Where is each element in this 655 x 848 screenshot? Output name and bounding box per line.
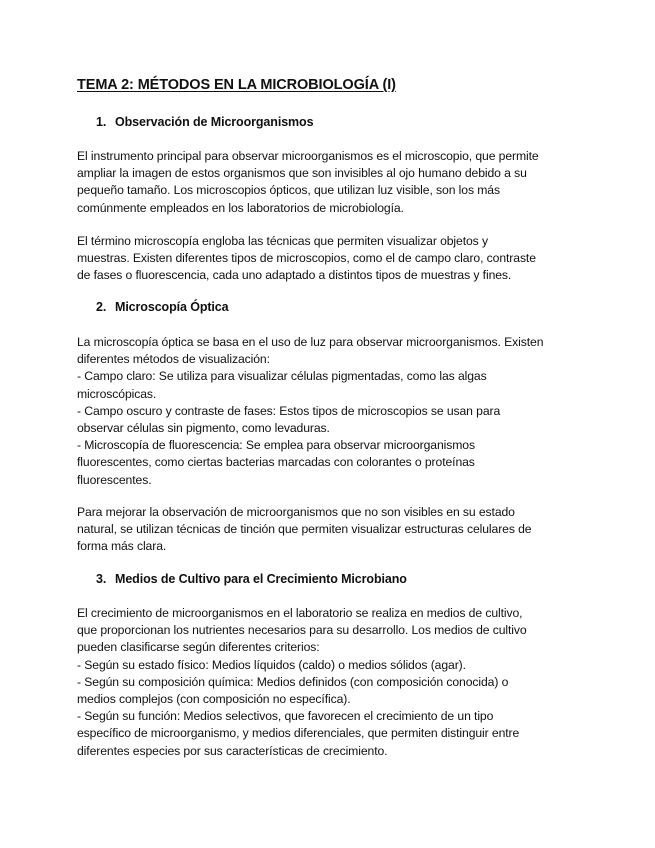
- text-line: - Según su función: Medios selectivos, que favorecen el crecimiento de un tipo: [77, 709, 494, 724]
- text-line: fluorescentes, como ciertas bacterias marcadas con colorantes o proteínas: [77, 455, 475, 470]
- text-line: fluorescentes.: [77, 472, 152, 487]
- document-title: TEMA 2: MÉTODOS EN LA MICROBIOLOGÍA (I): [77, 77, 396, 93]
- text-line: - Campo claro: Se utiliza para visualizar células pigmentadas, como las algas: [77, 369, 487, 384]
- text-line: - Microscopía de fluorescencia: Se emplea para observar microorganismos: [77, 438, 475, 453]
- text-line: comúnmente empleados en los laboratorios de microbiología.: [77, 200, 404, 215]
- text-line: - Según su composición química: Medios definidos (con composición conocida) o: [77, 674, 509, 689]
- text-line: medios complejos (con composición no específica).: [77, 692, 351, 707]
- text-line: pueden clasificarse según diferentes criterios:: [77, 640, 320, 655]
- text-line: pequeño tamaño. Los microscopios ópticos, que utilizan luz visible, son los más: [77, 183, 500, 198]
- section-1-title: Observación de Microorganismos: [115, 115, 314, 129]
- section-2-paragraph-2: [77, 504, 587, 556]
- section-1-paragraph-2: [77, 233, 587, 285]
- text-line: muestras. Existen diferentes tipos de microscopios, como el de campo claro, contraste: [77, 251, 536, 266]
- text-line: - Según su estado físico: Medios líquidos (caldo) o medios sólidos (agar).: [77, 657, 466, 672]
- text-line: natural, se utilizan técnicas de tinción que permiten visualizar estructuras celulares de: [77, 522, 532, 537]
- section-1-heading: [96, 115, 313, 129]
- text-line: ampliar la imagen de estos organismos que son invisibles al ojo humano debido a su: [77, 166, 527, 181]
- text-line: observar células sin pigmento, como levaduras.: [77, 421, 330, 436]
- section-3-title: Medios de Cultivo para el Crecimiento Microbiano: [115, 572, 407, 586]
- text-line: que proporcionan los nutrientes necesarios para su desarrollo. Los medios de cultivo: [77, 623, 527, 638]
- text-line: forma más clara.: [77, 539, 167, 554]
- text-line: El crecimiento de microorganismos en el laboratorio se realiza en medios de cultivo,: [77, 606, 523, 620]
- text-line: Para mejorar la observación de microorganismos que no son visibles en su estado: [77, 505, 515, 519]
- section-3-heading: [96, 572, 407, 586]
- section-1-number: 1.: [96, 115, 107, 129]
- section-1-paragraph-1: [77, 148, 587, 217]
- text-line: de fases o fluorescencia, cada uno adaptado a distintos tipos de muestras y fines.: [77, 268, 512, 283]
- section-2-title: Microscopía Óptica: [115, 300, 229, 314]
- text-line: El término microscopía engloba las técnicas que permiten visualizar objetos y: [77, 234, 488, 248]
- section-2-number: 2.: [96, 300, 107, 314]
- text-line: La microscopía óptica se basa en el uso de luz para observar microorganismos. Existen: [77, 335, 544, 349]
- text-line: microscópicas.: [77, 386, 157, 401]
- text-line: diferentes métodos de visualización:: [77, 352, 270, 367]
- section-3-number: 3.: [96, 572, 107, 586]
- text-line: específico de microorganismo, y medios diferenciales, que permiten distinguir entre: [77, 726, 520, 741]
- section-2-paragraph-1: [77, 334, 587, 489]
- section-2-heading: [96, 300, 229, 314]
- text-line: El instrumento principal para observar microorganismos es el microscopio, que permite: [77, 149, 539, 163]
- text-line: - Campo oscuro y contraste de fases: Estos tipos de microscopios se usan para: [77, 403, 501, 418]
- text-line: diferentes especies por sus características de crecimiento.: [77, 743, 388, 758]
- section-3-paragraph-1: [77, 605, 587, 760]
